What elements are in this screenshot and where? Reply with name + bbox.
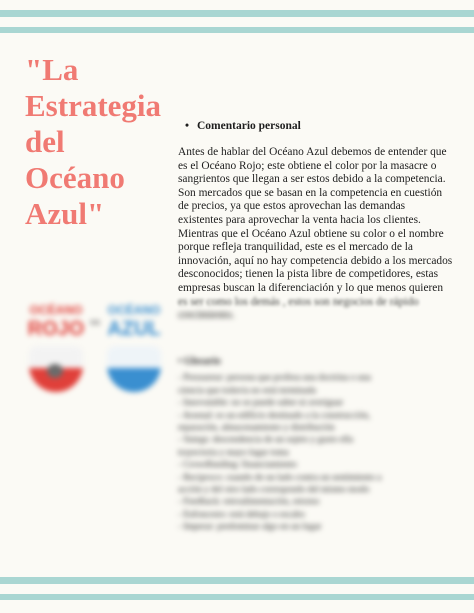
paragraph-line: desconocidos; tienen la pista libre de competidores, estas — [178, 268, 439, 281]
glossary-line: - Pressureur: persona que profesa una doctrina o una — [178, 372, 371, 383]
glossary-line: - Reciproco: cuando de un lado contra un sentimiento a — [178, 471, 382, 482]
paragraph-line: es el Océano Rojo; este obtiene el color por la masacre o — [178, 159, 437, 172]
title-line: del — [25, 124, 65, 159]
glossary-line: acción y del otro lado correspondo del mismo modo — [178, 484, 370, 495]
red-ocean-logo — [25, 302, 87, 394]
glossary-line: - Imperar: predominar algo en un lugar — [178, 521, 322, 532]
versus-label: vs — [89, 317, 100, 327]
paragraph-line: de precios, ya que estos aprovechan las demandas — [178, 200, 406, 213]
top-stripe-1 — [0, 10, 474, 17]
glossary-line: - Crowdfunding: financiamiento — [178, 459, 297, 470]
title-line: "La — [25, 52, 79, 87]
section-heading — [185, 120, 301, 132]
glossary-line: ciencia que todavía no está terminada — [178, 384, 317, 395]
glossary-line: - Arsenal: es un edificio destinado a la construcción, — [178, 409, 371, 420]
paragraph-line: sangrientos que llegan a ser estos debido a la competencia. — [178, 173, 446, 186]
red-ocean-bowl — [29, 346, 83, 392]
top-stripe-2 — [0, 27, 474, 33]
paragraph-line: empresas buscan la diferenciación y lo que menos quieren — [178, 281, 444, 294]
glossary-line: trayectoria y mayo lugar toma — [178, 446, 289, 457]
bottom-stripe-2 — [0, 594, 474, 600]
paragraph-line: existentes para aprovechar la venta hacia los clientes. — [178, 213, 421, 226]
blue-ocean-bowl — [107, 346, 161, 392]
red-ocean-logo-line2: ROJO — [27, 318, 85, 340]
glossary-section — [178, 356, 448, 533]
glossary-heading: • Glosario — [178, 356, 221, 367]
paragraph-line: Son mercados que se basan en la competencia en cuestión — [178, 186, 443, 199]
glossary-line: reparación, almacenamiento y distribución — [178, 422, 335, 433]
glossary-line: - Innovatable: no se puede saber ni averiguar — [178, 397, 344, 408]
bullet-dot: • — [185, 120, 190, 132]
blue-ocean-logo-line1: OCÉANO — [107, 303, 161, 317]
document-title — [25, 52, 200, 232]
paragraph-line: es ser como los demás , estos son negocios de rápido — [178, 295, 419, 308]
ocean-logos-image — [25, 302, 170, 397]
paragraph-line: Mientras que el Océano Azul obtiene su color o el nombre — [178, 227, 444, 240]
paragraph-line: Antes de hablar del Océano Azul debemos de entender que — [178, 146, 447, 158]
glossary-line: - Enfoncesto: está debajo o escabo — [178, 508, 305, 519]
blue-ocean-logo — [103, 302, 165, 394]
glossary-line: - Sniegs: descendencia de un sujeto y gusto ella — [178, 434, 354, 445]
paragraph-line: porque refleja tranquilidad, este es el mercado de la — [178, 241, 413, 254]
paragraph-line: innovación, aquí no hay competencia debido a los mercados — [178, 254, 453, 267]
section-heading-text: Comentario personal — [197, 120, 301, 132]
title-line: Estrategia — [25, 88, 162, 123]
bottom-stripe-1 — [0, 577, 474, 584]
title-line: Océano — [25, 160, 125, 195]
blue-ocean-logo-line2: AZUL — [107, 318, 161, 340]
paragraph-line: crecimiento. — [178, 309, 235, 322]
comment-paragraph — [178, 146, 453, 323]
title-line: Azul" — [25, 196, 105, 231]
red-ocean-logo-line1: OCÉANO — [29, 303, 83, 317]
glossary-line: - Feedback: retroalimentación, retorno — [178, 496, 320, 507]
